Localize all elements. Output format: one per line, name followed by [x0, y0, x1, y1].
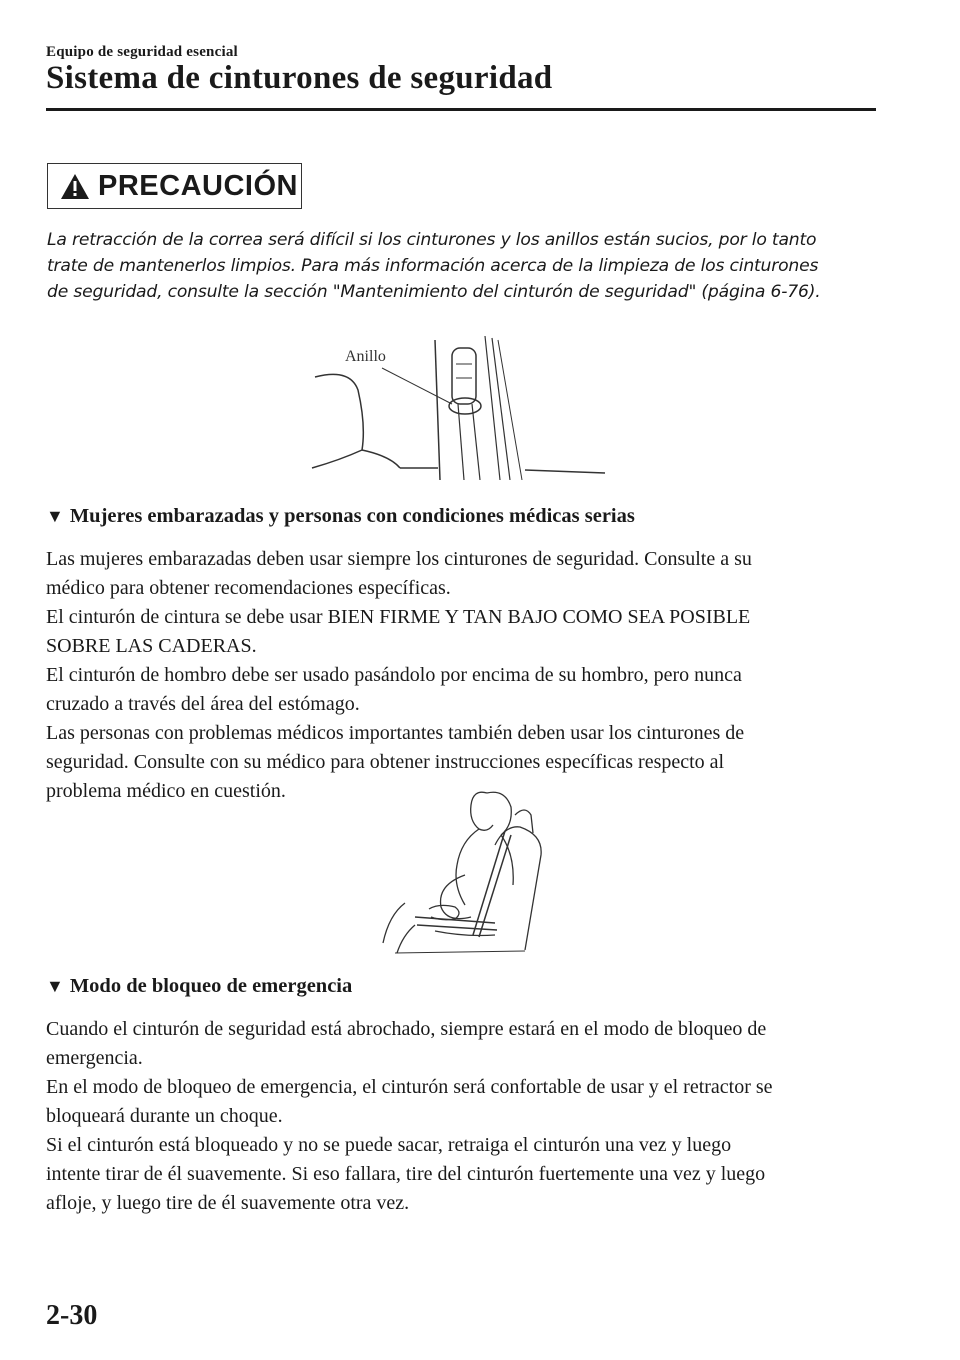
caution-label: PRECAUCIÓN	[98, 169, 298, 202]
body-line: El cinturón de cintura se debe usar BIEN FIRME Y TAN BAJO COMO SEA POSIBLE	[46, 606, 751, 628]
body-line: afloje, y luego tire de él suavemente otra vez.	[46, 1192, 410, 1214]
triangle-bullet-icon: ▼	[46, 976, 64, 996]
ring-label: Anillo	[345, 348, 386, 365]
body-line: Cuando el cinturón de seguridad está abrochado, siempre estará en el modo de bloqueo de	[46, 1018, 767, 1040]
belt-ring-illustration	[300, 330, 620, 480]
body-line: intente tirar de él suavemente. Si eso fallara, tire del cinturón fuertemente una vez y luego	[46, 1163, 766, 1185]
pregnant-woman-illustration	[375, 785, 555, 955]
body-line: En el modo de bloqueo de emergencia, el cinturón será confortable de usar y el retractor se	[46, 1076, 773, 1098]
page-number: 2-30	[46, 1300, 98, 1331]
header-divider	[46, 108, 876, 111]
body-line: problema médico en cuestión.	[46, 780, 286, 802]
body-line: El cinturón de hombro debe ser usado pasándolo por encima de su hombro, pero nunca	[46, 664, 742, 686]
body-line: SOBRE LAS CADERAS.	[46, 635, 257, 657]
body-line: Las mujeres embarazadas deben usar siempre los cinturones de seguridad. Consulte a su	[46, 548, 752, 570]
section-label: Equipo de seguridad esencial	[46, 44, 238, 60]
section-heading-pregnant	[46, 505, 635, 528]
caution-line: trate de mantenerlos limpios. Para más información acerca de la limpieza de los cinturones	[47, 256, 819, 276]
body-line: cruzado a través del área del estómago.	[46, 693, 360, 715]
body-line: bloqueará durante un choque.	[46, 1105, 283, 1127]
section2-body	[46, 1015, 876, 1218]
body-line: Las personas con problemas médicos importantes también deben usar los cinturones de	[46, 722, 745, 744]
section1-body	[46, 545, 876, 806]
section-heading-text: Modo de bloqueo de emergencia	[69, 975, 353, 997]
body-line: seguridad. Consulte con su médico para obtener instrucciones específicas respecto al	[46, 751, 725, 773]
caution-text	[47, 227, 877, 305]
section-heading-emergency-lock	[46, 975, 352, 998]
caution-box	[47, 163, 302, 209]
caution-line: de seguridad, consulte la sección "Mantenimiento del cinturón de seguridad" (página 6-76).	[47, 282, 821, 302]
body-line: médico para obtener recomendaciones específicas.	[46, 577, 451, 599]
section-heading-text: Mujeres embarazadas y personas con condiciones médicas serias	[69, 505, 635, 527]
body-line: emergencia.	[46, 1047, 143, 1069]
page-title: Sistema de cinturones de seguridad	[46, 60, 553, 96]
triangle-bullet-icon: ▼	[46, 506, 64, 526]
body-line: Si el cinturón está bloqueado y no se puede sacar, retraiga el cinturón una vez y luego	[46, 1134, 732, 1156]
caution-line: La retracción de la correa será difícil si los cinturones y los anillos están sucios, por lo tanto	[47, 230, 817, 250]
warning-triangle-icon	[60, 173, 90, 200]
